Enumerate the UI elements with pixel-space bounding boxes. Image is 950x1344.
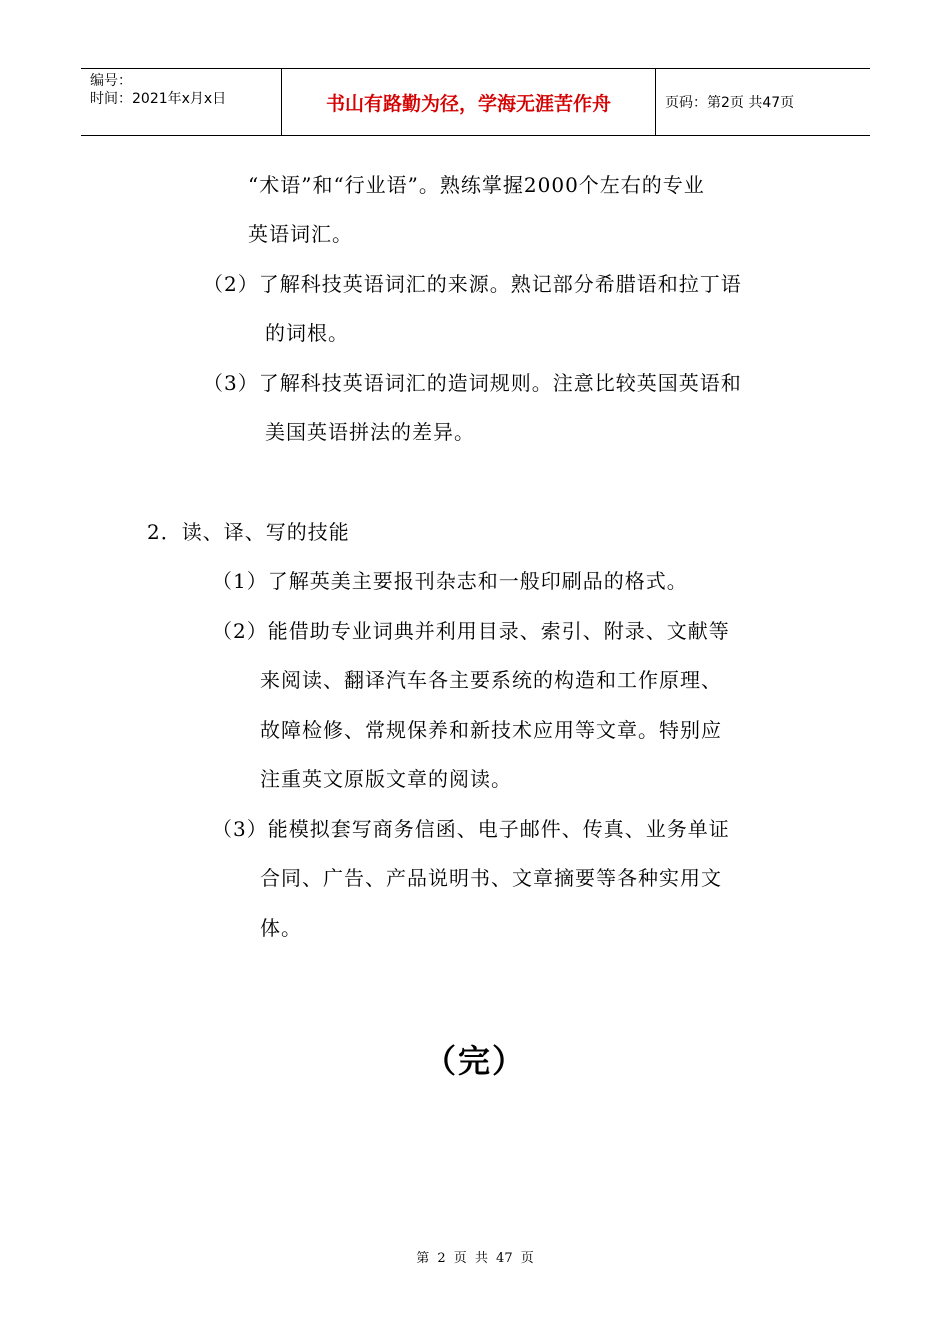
- list-item-continuation: 故障检修、常规保养和新技术应用等文章。特别应: [260, 718, 722, 742]
- end-mark: （完）: [423, 1042, 526, 1080]
- list-item-continuation: 的词根。: [265, 321, 349, 345]
- list-item-continuation: 合同、广告、产品说明书、文章摘要等各种实用文: [260, 866, 722, 890]
- list-item: （1）了解英美主要报刊杂志和一般印刷品的格式。: [212, 569, 688, 593]
- page-footer: 第 2 页 共 47 页: [416, 1251, 534, 1266]
- body-line: 英语词汇。: [248, 222, 353, 246]
- header-meta-cell: [81, 69, 282, 135]
- list-item-continuation: 体。: [260, 916, 302, 940]
- document-header: [81, 68, 870, 136]
- section-heading: 2．读、译、写的技能: [147, 520, 350, 544]
- header-page-info: 页码：第2页 共47页: [665, 95, 795, 111]
- header-motto: 书山有路勤为径，学海无涯苦作舟: [325, 92, 611, 115]
- list-item-continuation: 注重英文原版文章的阅读。: [260, 767, 512, 791]
- list-item: （3）能模拟套写商务信函、电子邮件、传真、业务单证: [212, 817, 730, 841]
- body-line: “术语”和“行业语”。熟练掌握2000个左右的专业: [248, 173, 705, 197]
- document-date: 时间：2021年x月x日: [90, 91, 227, 107]
- list-item-continuation: 来阅读、翻译汽车各主要系统的构造和工作原理、: [260, 668, 722, 692]
- header-motto-cell: [282, 69, 656, 135]
- document-number-label: 编号：: [90, 73, 132, 89]
- list-item: （2）能借助专业词典并利用目录、索引、附录、文献等: [212, 619, 730, 643]
- header-page-cell: [656, 69, 870, 135]
- list-item: （3）了解科技英语词汇的造词规则。注意比较英国英语和: [203, 371, 742, 395]
- list-item: （2）了解科技英语词汇的来源。熟记部分希腊语和拉丁语: [203, 272, 742, 296]
- list-item-continuation: 美国英语拼法的差异。: [265, 420, 475, 444]
